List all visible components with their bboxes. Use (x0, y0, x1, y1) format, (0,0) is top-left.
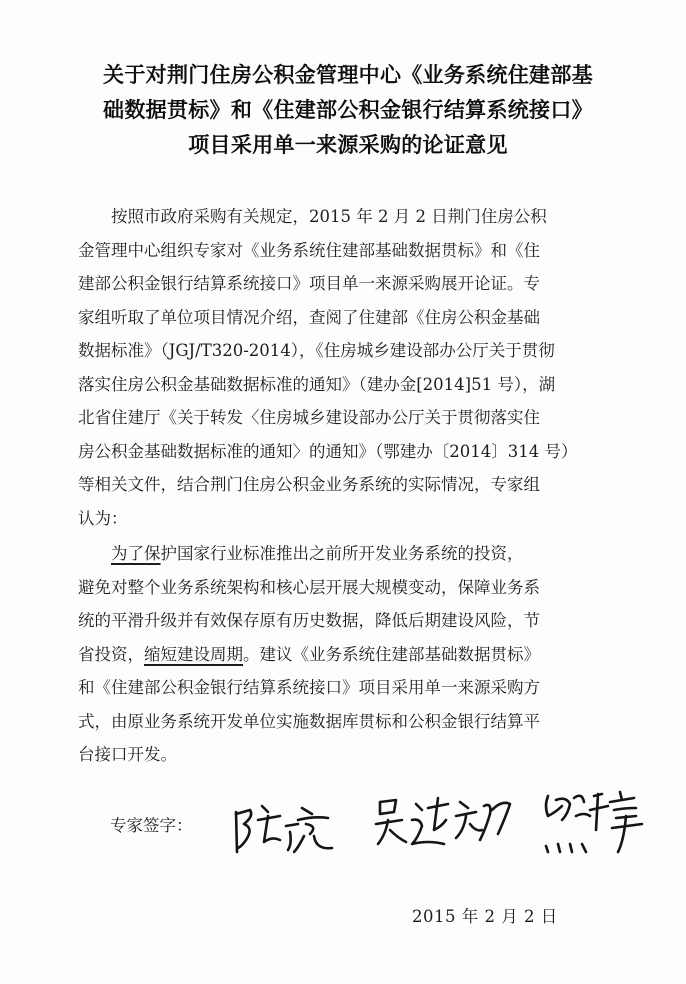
paragraph-line: 北省住建厅《关于转发〈住房城乡建设部办公厅关于贯彻落实住 (78, 408, 540, 427)
paragraph-line: 建部公积金银行结算系统接口》项目单一来源采购展开论证。专 (78, 274, 540, 293)
paragraph-line: 落实住房公积金基础数据标准的通知》（建办金[2014]51 号），湖 (78, 374, 556, 394)
paragraph-line (78, 638, 630, 672)
paragraph-conclusion (78, 537, 630, 772)
paragraph-line: 数据标准》（JGJ/T320-2014），《住房城乡建设部办公厅关于贯彻 (78, 341, 555, 360)
paragraph-line (78, 537, 630, 571)
paragraph-line: 按照市政府采购有关规定，2015 年 2 月 2 日荆门住房公积 (111, 207, 547, 226)
paragraph-line: 避免对整个业务系统架构和核心层开展大规模变动，保障业务系 (78, 577, 540, 597)
title-line: 关于对荆门住房公积金管理中心《业务系统住建部基 (103, 63, 593, 87)
underlined-phrase: 缩短建设周期 (144, 644, 243, 664)
paragraph-line: 统的平滑升级并有效保存原有历史数据，降低后期建设风险，节 (78, 611, 540, 630)
paragraph-line: 等相关文件，结合荆门住房公积金业务系统的实际情况，专家组 (78, 475, 540, 494)
underlined-phrase: 为了保 (111, 544, 161, 563)
title-line: 项目采用单一来源采购的论证意见 (188, 133, 508, 157)
paragraph-line: 式，由原业务系统开发单位实施数据库贯标和公积金银行结算平 (78, 711, 540, 731)
document-date: 2015 年 2 月 2 日 (412, 907, 558, 926)
paragraph-line: 和《住建部公积金银行结算系统接口》项目采用单一来源采购方 (78, 678, 540, 697)
signature-label: 专家签字： (110, 816, 193, 835)
paragraph-line: 房公积金基础数据标准的通知〉的通知》（鄂建办〔2014〕314 号） (78, 441, 578, 461)
signature-chen (228, 796, 348, 856)
paragraph-line: 台接口开发。 (78, 745, 177, 764)
paragraph-text: 省投资， (78, 644, 144, 664)
paragraph-text: 。建议《业务系统住建部基础数据贯标》 (243, 644, 540, 664)
paragraph-text: 护国家行业标准推出之前所开发业务系统的投资， (160, 544, 524, 563)
document-title (40, 58, 656, 163)
paragraph-background (78, 200, 630, 535)
title-line: 础数据贯标》和《住建部公积金银行结算系统接口》 (103, 98, 593, 122)
signature-wu (372, 790, 532, 852)
paragraph-line: 认为： (78, 508, 128, 528)
paragraph-line: 金管理中心组织专家对《业务系统住建部基础数据贯标》和《住 (78, 240, 540, 260)
paragraph-line: 家组听取了单位项目情况介绍，查阅了住建部《住房公积金基础 (78, 307, 540, 327)
signature-xiong (538, 786, 658, 860)
